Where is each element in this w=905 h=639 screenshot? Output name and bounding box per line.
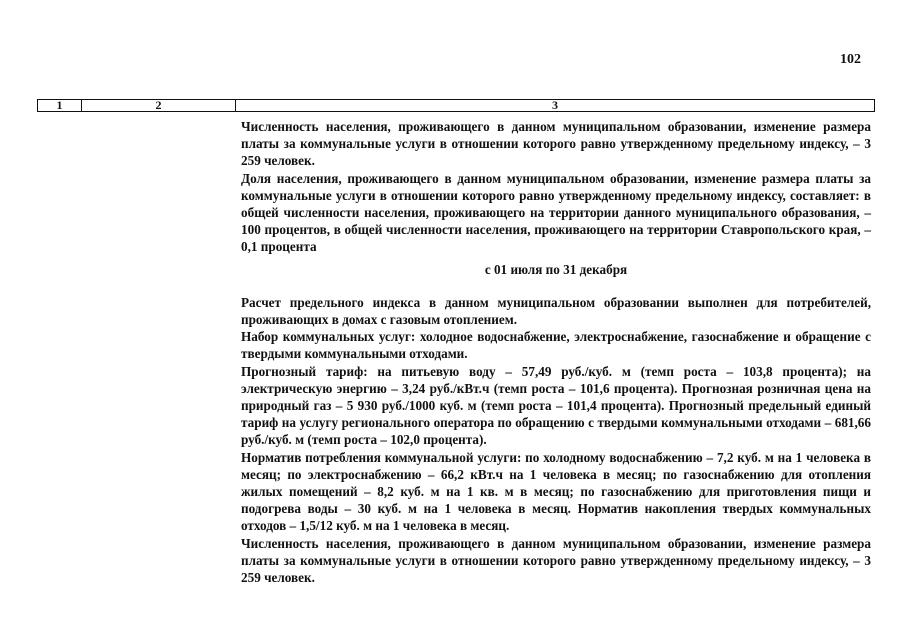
paragraph-forecast-tariff: Прогнозный тариф: на питьевую воду – 57,49 руб./куб. м (темп роста – 103,8 процента); на электрическую энергию – 3,24 руб./кВт.ч (темп роста – 101,6 процента). Прогнозная розничная цена на природный газ – 5 930 руб./1000 куб. м (темп роста – 101,4 процента). Прогнозный предельный единый тариф на услугу регионального оператора по обращению с твердыми коммунальными отходами – 681,66 руб./куб. м (темп роста – 102,0 процента). <box>241 363 871 448</box>
table-header-col-1: 1 <box>38 100 82 111</box>
paragraph-index-calculation: Расчет предельного индекса в данном муниципальном образовании выполнен для потребителей, проживающих в домах с газовым отоплением. <box>241 294 871 328</box>
table-header-col-3: 3 <box>552 98 558 112</box>
document-body <box>241 118 871 586</box>
paragraph-consumption-norm: Норматив потребления коммунальной услуги: по холодному водоснабжению – 7,2 куб. м на 1 человека в месяц; по электроснабжению – 66,2 кВт.ч на 1 человека в месяц; по газоснабжению для отопления жилых помещений – 8,2 куб. м на 1 кв. м в месяц; по газоснабжению для приготовления пищи и подогрева воды – 30 куб. м на 1 человека в месяц. Норматив накопления твердых коммунальных отходов – 1,5/12 куб. м на 1 человека в месяц. <box>241 449 871 534</box>
table-header-col-2: 2 <box>82 100 236 111</box>
page-number: 102 <box>840 52 861 67</box>
table-header-row <box>37 99 875 112</box>
paragraph-service-set: Набор коммунальных услуг: холодное водоснабжение, электроснабжение, газоснабжение и обращение с твердыми коммунальными отходами. <box>241 329 871 362</box>
paragraph-population-count-2: Численность населения, проживающего в данном муниципальном образовании, изменение размера платы за коммунальные услуги в отношении которого равно утвержденному предельному индексу, – 3 259 человек. <box>241 535 871 586</box>
paragraph-population-share: Доля населения, проживающего в данном муниципальном образовании, изменение размера платы за коммунальные услуги в отношении которого равно утвержденному предельному индексу, составляет: в общей численности населения, проживающего на территории данного муниципального образования, – 100 процентов, в общей численности населения, проживающего на территории Ставропольского края, – 0,1 процента <box>241 170 871 255</box>
paragraph-population-count: Численность населения, проживающего в данном муниципальном образовании, изменение размера платы за коммунальные услуги в отношении которого равно утвержденному предельному индексу, – 3 259 человек. <box>241 119 871 169</box>
period-heading: с 01 июля по 31 декабря <box>484 261 628 277</box>
